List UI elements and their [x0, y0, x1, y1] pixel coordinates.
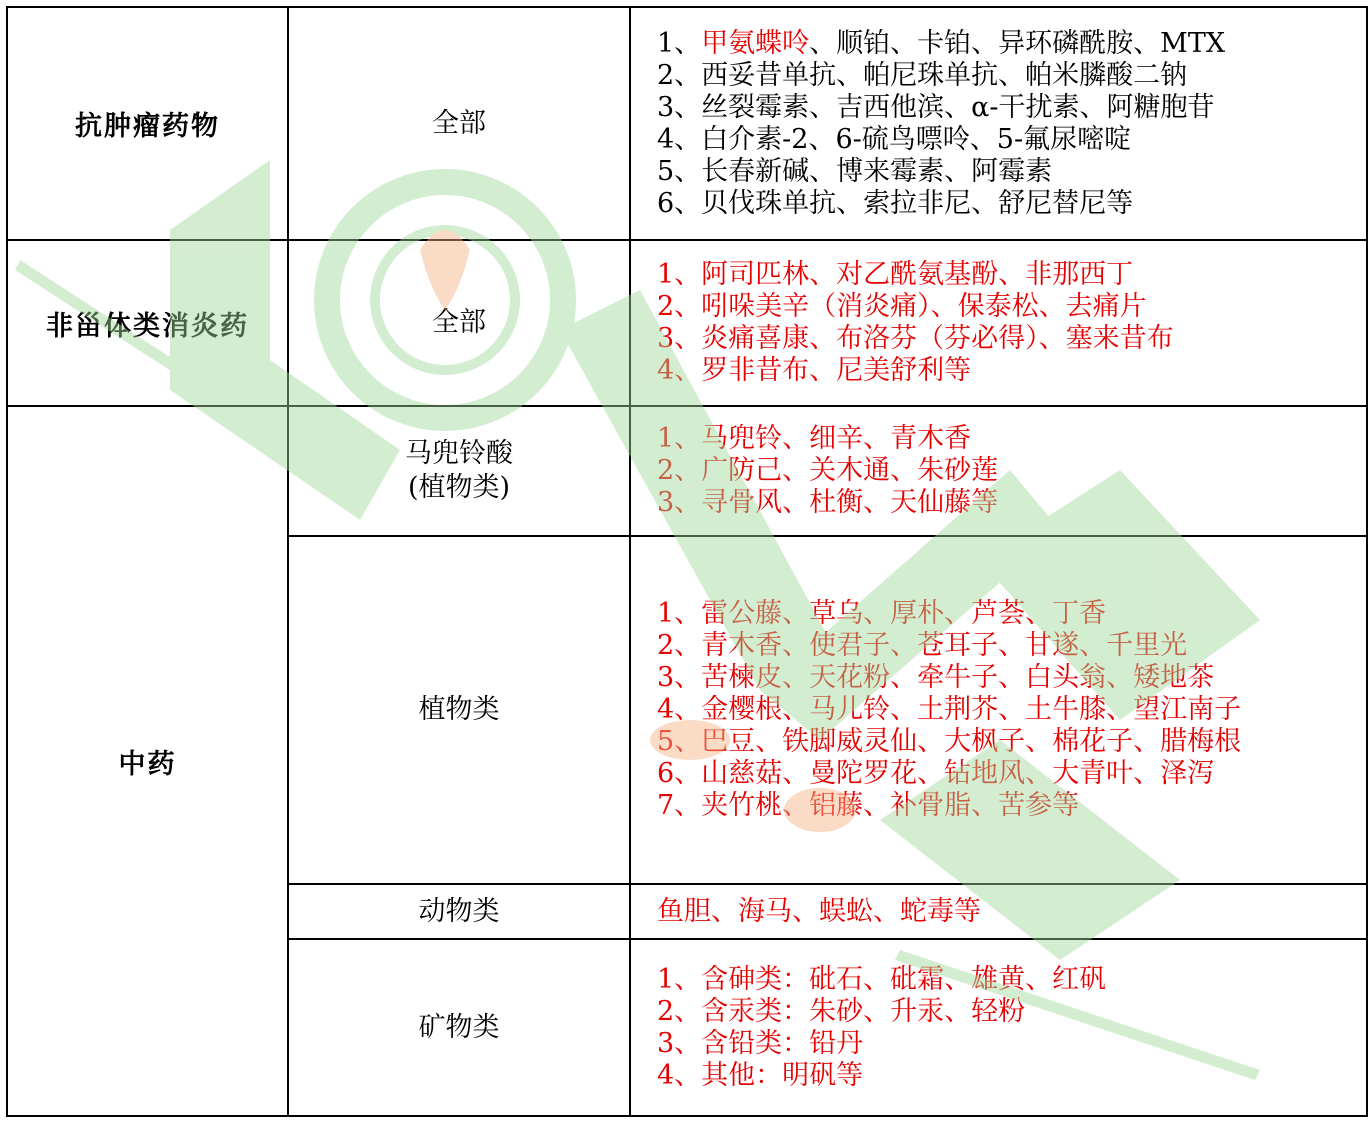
drug-list-item — [657, 487, 1366, 519]
drug-list-item — [657, 758, 1366, 790]
subcategory-label: 植物类 — [418, 694, 500, 725]
subcategory-cell — [288, 240, 630, 406]
drug-text: 5、长春新碱、博来霉素、阿霉素 — [657, 155, 1053, 187]
drug-list-item — [657, 1060, 1366, 1092]
subcategory-label: (植物类) — [407, 472, 511, 503]
drug-text: 3、寻骨风、杜衡、天仙藤等 — [657, 487, 999, 518]
drug-text: 5、巴豆、铁脚威灵仙、大枫子、棉花子、腊梅根 — [657, 726, 1242, 757]
drug-list-item — [657, 726, 1366, 758]
drug-text: 2、吲哚美辛（消炎痛）、保泰松、去痛片 — [657, 291, 1147, 322]
drug-list-item — [657, 188, 1366, 220]
table-row — [7, 7, 1367, 240]
drug-list-item — [657, 423, 1366, 455]
subcategory-label: 马兜铃酸 — [405, 438, 513, 469]
drug-list-item — [657, 455, 1366, 487]
subcategory-cell — [288, 939, 630, 1116]
drug-list-cell — [630, 240, 1367, 406]
drug-text: 4、金樱根、马儿铃、土荆芥、土牛膝、望江南子 — [657, 694, 1242, 725]
drug-text: 4、其他：明矾等 — [657, 1059, 864, 1091]
drug-list-item — [657, 1028, 1366, 1060]
drug-text: 1、雷公藤、草乌、厚朴、芦荟、丁香 — [657, 598, 1107, 629]
drug-list-item — [657, 28, 1366, 60]
drug-text: 4、罗非昔布、尼美舒利等 — [657, 355, 972, 386]
drug-text: 3、炎痛喜康、布洛芬（芬必得）、塞来昔布 — [657, 323, 1174, 354]
drug-list-item — [657, 964, 1366, 996]
drug-list-cell — [630, 406, 1367, 536]
table-row — [7, 406, 1367, 536]
drug-list-item — [657, 323, 1366, 355]
subcategory-label: 动物类 — [418, 895, 500, 927]
drug-list-item — [657, 996, 1366, 1028]
drug-text: 2、含汞类：朱砂、升汞、轻粉 — [657, 995, 1026, 1027]
category-cell: 抗肿瘤药物 — [7, 7, 288, 240]
drug-text: 3、含铅类：铅丹 — [657, 1027, 864, 1059]
subcategory-label: 全部 — [432, 107, 486, 139]
drug-list-item — [657, 291, 1366, 323]
drug-table — [6, 6, 1368, 1117]
drug-text: 4、白介素-2、6-硫鸟嘌呤、5-氟尿嘧啶 — [657, 123, 1132, 155]
subcategory-cell — [288, 7, 630, 240]
drug-table-body — [7, 7, 1367, 1116]
drug-list-item — [657, 790, 1366, 822]
drug-list-cell — [630, 884, 1367, 939]
drug-list-cell — [630, 7, 1367, 240]
drug-list-item — [657, 259, 1366, 291]
drug-text: 、顺铂、卡铂、异环磷酰胺、MTX — [809, 27, 1226, 59]
drug-text: 3、丝裂霉素、吉西他滨、α-干扰素、阿糖胞苷 — [657, 91, 1215, 123]
drug-text: 2、青木香、使君子、苍耳子、甘遂、千里光 — [657, 630, 1188, 661]
drug-text: 鱼胆、海马、蜈蚣、蛇毒等 — [657, 895, 981, 927]
drug-list-item — [657, 896, 1366, 928]
drug-list-item — [657, 694, 1366, 726]
drug-text: 1、含砷类：砒石、砒霜、雄黄、红矾 — [657, 963, 1107, 995]
drug-text: 1、马兜铃、细辛、青木香 — [657, 423, 972, 454]
subcategory-label: 矿物类 — [418, 1011, 500, 1043]
drug-text: 甲氨蝶呤 — [701, 27, 810, 59]
drug-list-cell — [630, 939, 1367, 1116]
drug-text: 3、苦楝皮、天花粉、牵牛子、白头翁、矮地茶 — [657, 662, 1215, 693]
subcategory-cell — [288, 406, 630, 536]
drug-list-item — [657, 124, 1366, 156]
category-cell: 非甾体类消炎药 — [7, 240, 288, 406]
drug-text: 6、山慈菇、曼陀罗花、钻地风、大青叶、泽泻 — [657, 758, 1215, 789]
subcategory-cell — [288, 884, 630, 939]
drug-list-item — [657, 598, 1366, 630]
drug-list-item — [657, 156, 1366, 188]
category-cell: 中药 — [7, 406, 288, 1116]
drug-list-item — [657, 662, 1366, 694]
drug-list-item — [657, 60, 1366, 92]
table-row — [7, 240, 1367, 406]
drug-text: 2、西妥昔单抗、帕尼珠单抗、帕米膦酸二钠 — [657, 59, 1188, 91]
drug-list-item — [657, 355, 1366, 387]
drug-text: 1、阿司匹林、对乙酰氨基酚、非那西丁 — [657, 259, 1134, 290]
drug-list-item — [657, 92, 1366, 124]
drug-text: 7、夹竹桃、铝藤、补骨脂、苦参等 — [657, 790, 1080, 821]
drug-text: 1、 — [657, 27, 702, 59]
subcategory-cell — [288, 536, 630, 884]
drug-text: 2、广防己、关木通、朱砂莲 — [657, 455, 999, 486]
drug-list-item — [657, 630, 1366, 662]
drug-text: 6、贝伐珠单抗、索拉非尼、舒尼替尼等 — [657, 187, 1134, 219]
drug-list-cell — [630, 536, 1367, 884]
subcategory-label: 全部 — [432, 307, 486, 338]
